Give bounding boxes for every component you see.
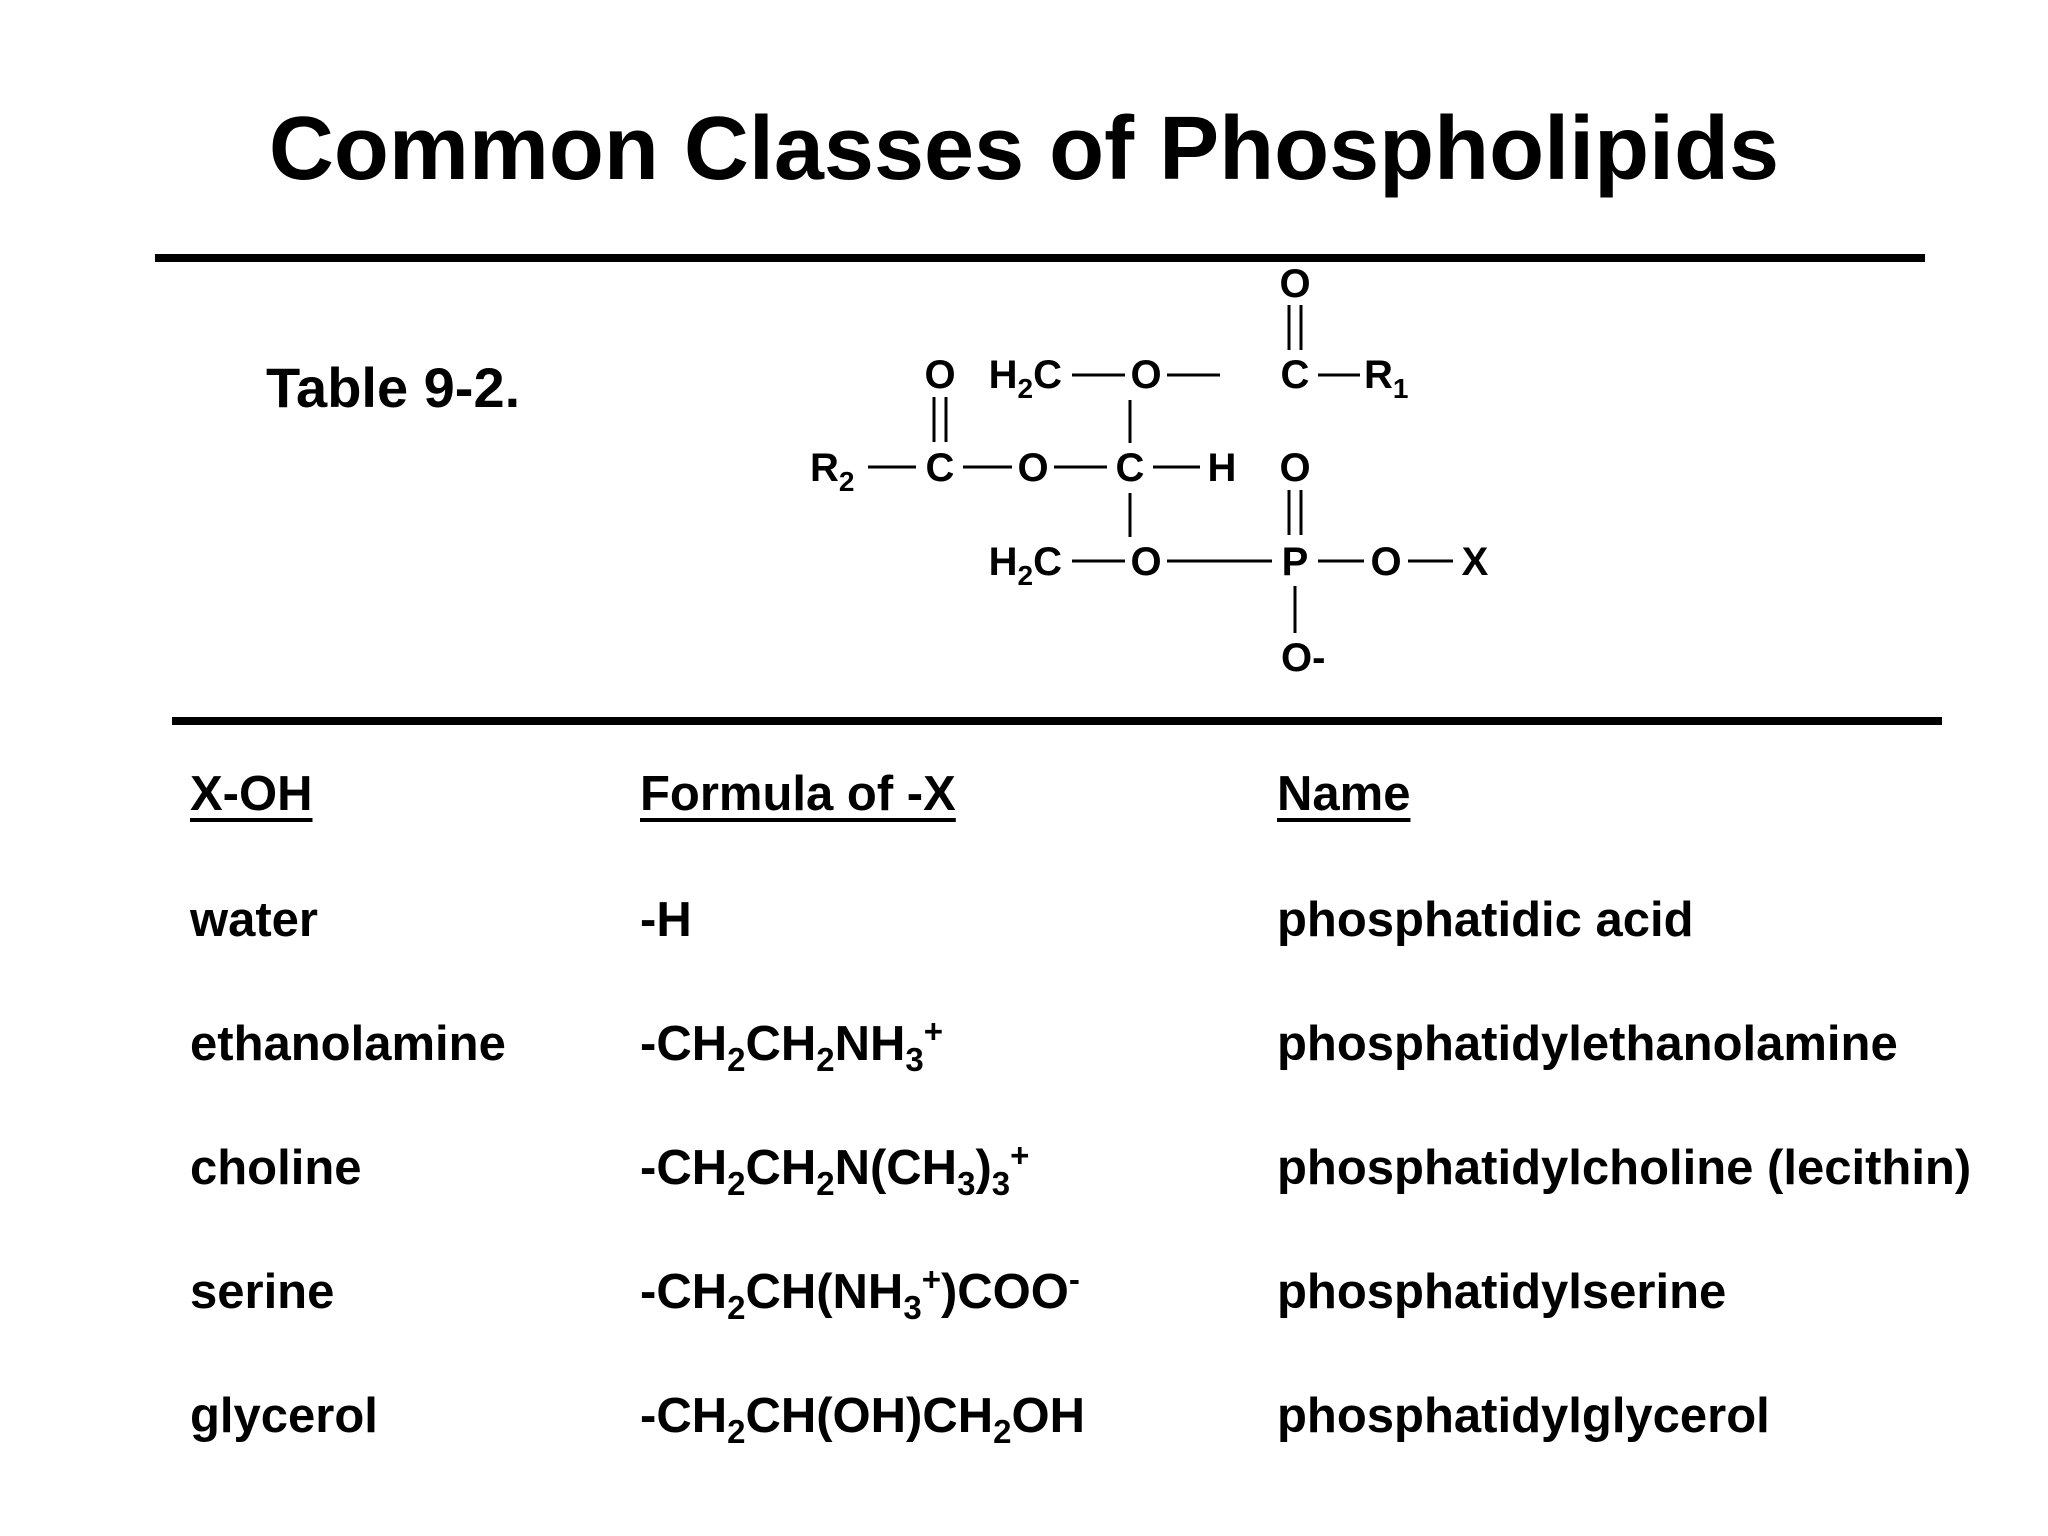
table-cell-formula (640, 1260, 1080, 1326)
atom-o-ester-left: O (1017, 446, 1049, 490)
table-cell-name: phosphatidic acid (1277, 893, 1694, 947)
atom-o-carbonyl-top: O (1279, 262, 1311, 306)
formula-segment: ) (975, 1141, 992, 1195)
atom-x: X (1461, 540, 1489, 584)
formula-segment: 3 (903, 1288, 922, 1326)
table-cell-xoh: glycerol (190, 1389, 378, 1443)
column-header-name: Name (1277, 767, 1411, 821)
formula-segment: CH (745, 1141, 817, 1195)
formula-segment: -CH (640, 1389, 728, 1443)
formula-segment: 2 (727, 1164, 746, 1202)
bottom-divider (172, 717, 1942, 725)
atom-c-carbonyl-left: C (925, 446, 955, 490)
column-header-formula: Formula of -X (640, 767, 956, 821)
formula-segment: 2 (816, 1040, 835, 1078)
formula-segment: 3 (991, 1164, 1011, 1202)
formula-segment: 2 (727, 1412, 746, 1450)
formula-segment: CH(OH)CH (745, 1389, 994, 1443)
atom-r2: $R_2$ (810, 446, 855, 497)
atom-o-minus: O- (1281, 636, 1326, 680)
atom-c-carbonyl-top: C (1280, 353, 1310, 397)
atom-o-carbonyl-left: O (924, 353, 956, 397)
table-cell-xoh: choline (190, 1141, 362, 1195)
formula-segment: NH (834, 1017, 906, 1071)
formula-segment: 3 (905, 1040, 924, 1078)
formula-segment: 2 (993, 1412, 1012, 1450)
table-cell-name: phosphatidylserine (1277, 1265, 1727, 1319)
atom-o-phosphoryl: O (1279, 446, 1311, 490)
table-cell-xoh: water (190, 893, 319, 947)
formula-segment: 3 (957, 1164, 976, 1202)
table-cell-xoh: ethanolamine (190, 1017, 506, 1071)
formula-segment: -CH (640, 1141, 728, 1195)
atom-h-central: H (1207, 446, 1237, 490)
atom-o-phosphoester-left: O (1130, 540, 1162, 584)
atom-c-central: C (1115, 446, 1145, 490)
table-cell-formula (640, 1012, 944, 1078)
formula-segment: + (1010, 1136, 1030, 1174)
table-label: Table 9-2. (266, 356, 521, 419)
formula-segment: 2 (727, 1040, 746, 1078)
slide-title: Common Classes of Phospholipids (268, 99, 1780, 199)
formula-segment: CH(NH (745, 1265, 904, 1319)
table-cell-name: phosphatidylethanolamine (1277, 1017, 1898, 1071)
table-cell-formula (640, 1136, 1030, 1202)
formula-segment: -CH (640, 1017, 728, 1071)
formula-segment: 2 (816, 1164, 835, 1202)
formula-segment: - (1068, 1260, 1080, 1298)
formula-segment: CH (745, 1017, 817, 1071)
formula-segment: N(CH (834, 1141, 958, 1195)
formula-segment: -CH (640, 1265, 728, 1319)
atom-h2c-top: $H_2C$ (988, 353, 1062, 404)
formula-segment: )COO (940, 1265, 1069, 1319)
table-cell-xoh: serine (190, 1265, 335, 1319)
formula-segment: + (923, 1012, 944, 1050)
formula-segment: 2 (727, 1288, 746, 1326)
table-cell-formula (640, 893, 692, 947)
formula-segment: + (921, 1260, 941, 1298)
table-cell-formula (640, 1389, 1085, 1450)
atom-p: P (1281, 540, 1309, 584)
table-cell-name: phosphatidylglycerol (1277, 1389, 1770, 1443)
atom-o-ester-top: O (1130, 353, 1162, 397)
phospholipid-structure-diagram (780, 255, 1540, 695)
atom-o-phosphoester-right: O (1370, 540, 1402, 584)
formula-segment: -H (640, 893, 692, 947)
atom-r1: $R_1$ (1364, 353, 1409, 404)
formula-segment: OH (1011, 1389, 1085, 1443)
column-header-xoh: X-OH (190, 767, 313, 821)
atom-h2c-bottom: $H_2C$ (988, 540, 1062, 591)
table-cell-name: phosphatidylcholine (lecithin) (1277, 1141, 1972, 1195)
